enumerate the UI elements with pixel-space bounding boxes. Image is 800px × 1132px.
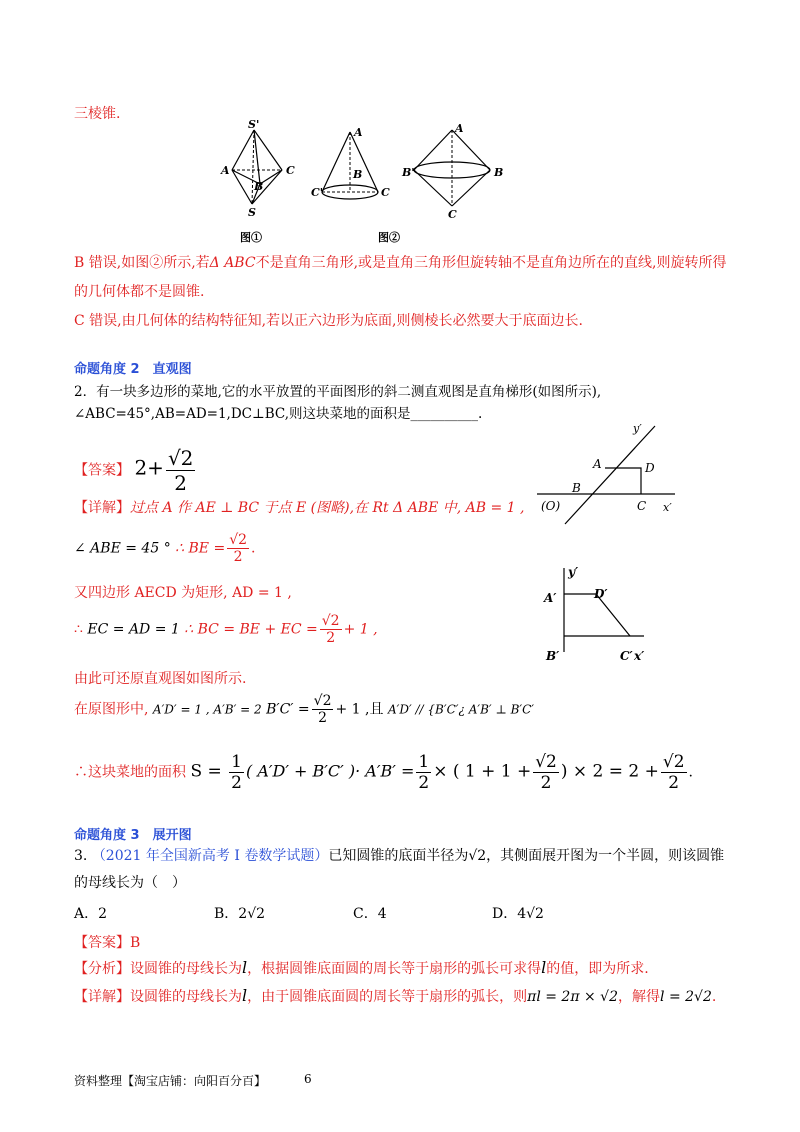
svg-text:C′: C′ <box>620 649 633 663</box>
wrong-b-line2: 的几何体都不是圆锥. <box>74 284 205 300</box>
label-s: S <box>248 206 256 219</box>
label-s-prime: S' <box>248 118 260 131</box>
q2-line2: ∠ABC=45°,AB=AD=1,DC⊥BC,则这块菜地的面积是__________. <box>74 406 483 422</box>
svg-text:D′: D′ <box>594 587 608 601</box>
solids-figure <box>212 118 502 246</box>
fig2-caption: 图② <box>378 231 400 244</box>
svg-text:C: C <box>637 499 647 513</box>
intro-line: 三棱锥. <box>74 106 121 122</box>
q2-detail-4: ∴ EC = AD = 1 ∴ BC = BE + EC = $\frac{√2}{2}$ + 1 , <box>74 613 378 646</box>
fig1-caption: 图① <box>240 231 262 244</box>
q3-answer: 【答案】B <box>74 935 141 951</box>
svg-text:B': B' <box>402 166 415 179</box>
section2-heading: 命题角度 2 直观图 <box>74 362 192 377</box>
cone-figure <box>311 126 390 199</box>
svg-text:A: A <box>593 457 602 471</box>
svg-text:B′: B′ <box>546 649 560 663</box>
svg-text:A: A <box>354 126 363 139</box>
svg-text:(O): (O) <box>541 499 561 513</box>
svg-text:B: B <box>353 168 363 181</box>
q3-line1: 3. （2021 年全国新高考 I 卷数学试题）已知圆锥的底面半径为√2，其侧面展开图为一个半圆，则该圆锥 <box>74 848 725 864</box>
double-pyramid-figure <box>220 118 295 244</box>
label-b: B <box>254 180 264 193</box>
q2-detail-7: ∴这块菜地的面积 S = $\frac{1}{2}$ ( A′D′ + B′C′ )· A′B′ = $\frac{1}{2}$ × ( 1 + 1 + $\frac{√2}{2}$ ) × 2 = 2 + $\frac{√2}{2}$ . <box>74 752 693 793</box>
page-number: 6 <box>304 1072 312 1086</box>
option-d: D．4√2 <box>492 906 544 922</box>
svg-text:x′: x′ <box>663 501 672 514</box>
option-b: B．2√2 <box>214 906 266 922</box>
svg-text:x′: x′ <box>634 649 645 663</box>
option-c: C．4 <box>353 906 387 922</box>
svg-text:D: D <box>645 461 655 475</box>
q3-detail: 【详解】设圆锥的母线长为l，由于圆锥底面圆的周长等于扇形的弧长，则πl = 2π × √2，解得l = 2√2. <box>74 986 717 1005</box>
q2-answer: 【答案】 2+ $\frac{√2}{2}$ <box>74 446 194 495</box>
q2-line1: 2．有一块多边形的菜地,它的水平放置的平面图形的斜二测直观图是直角梯形(如图所示), <box>74 384 602 400</box>
svg-text:A′: A′ <box>544 591 557 605</box>
label-c: C <box>286 164 295 177</box>
q2-detail-2: ∠ ABE = 45 ° ∴ BE = $\frac{√2}{2}$ . <box>74 532 256 565</box>
original-figure <box>540 560 690 672</box>
q3-line2: 的母线长为（ ） <box>74 875 186 891</box>
svg-text:B: B <box>494 166 504 179</box>
double-cone-figure <box>378 122 503 244</box>
footer-source: 资料整理【淘宝店铺：向阳百分百】 <box>74 1074 267 1088</box>
q2-detail-1: 【详解】过点 A 作 AE ⊥ BC 于点 E (图略),在 Rt Δ ABE 中, AB = 1 , <box>74 500 525 516</box>
q2-detail-5: 由此可还原直观图如图所示. <box>74 671 247 687</box>
q3-analysis: 【分析】设圆锥的母线长为l，根据圆锥底面圆的周长等于扇形的弧长可求得l的值，即为所求. <box>74 958 649 977</box>
svg-text:A: A <box>455 122 464 135</box>
svg-text:C: C <box>381 186 390 199</box>
oblique-figure <box>535 418 685 528</box>
q2-detail-3: 又四边形 AECD 为矩形, AD = 1 , <box>74 585 292 601</box>
wrong-b-line1: B 错误,如图②所示,若Δ ABC不是直角三角形,或是直角三角形但旋转轴不是直角边所在的直线,则旋转所得 <box>74 255 727 271</box>
svg-text:B: B <box>572 481 581 495</box>
wrong-c-line: C 错误,由几何体的结构特征知,若以正六边形为底面,则侧棱长必然要大于底面边长. <box>74 313 583 329</box>
svg-text:y′: y′ <box>568 565 579 579</box>
option-a: A．2 <box>74 906 108 922</box>
svg-text:C': C' <box>311 186 324 199</box>
svg-text:y′: y′ <box>633 422 642 435</box>
label-a: A <box>221 164 230 177</box>
q2-detail-6: 在原图形中, A′D′ = 1 , A′B′ = 2 B′C′ = $\frac{√2}{2}$ + 1 ,且 A′D′ // {B′C′¿ A′B′ ⊥ B′C′ <box>74 693 535 726</box>
svg-text:C: C <box>448 208 457 221</box>
section3-heading: 命题角度 3 展开图 <box>74 828 192 843</box>
